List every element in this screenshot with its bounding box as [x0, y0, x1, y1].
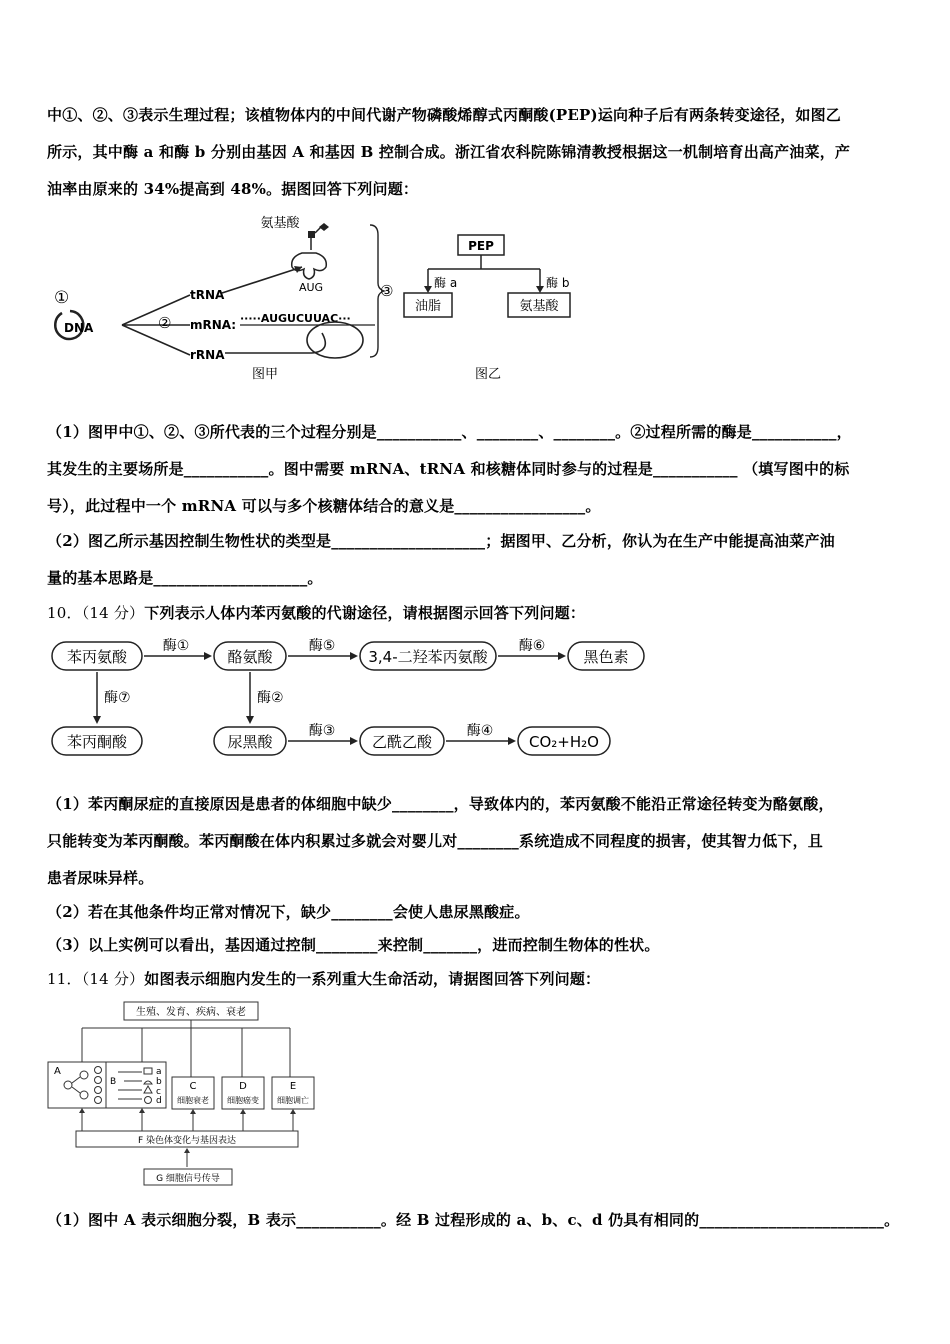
label-B: B — [110, 1077, 117, 1087]
cell-icon — [95, 1067, 102, 1074]
box-melanin-label: 黑色素 — [583, 648, 629, 666]
intro-line-1: 中①、②、③表示生理过程；该植物体内的中间代谢产物磷酸烯醇式丙酮酸(PEP)运向种子后有两条转变途径，如图乙 — [47, 106, 841, 124]
enzyme-2: 酶② — [257, 690, 284, 706]
fig-yi-amino: 氨基酸 — [519, 299, 559, 314]
box-phe-label: 苯丙氨酸 — [66, 648, 128, 666]
q9-p1-line-2: 其发生的主要场所是___________。图中需要 mRNA、tRNA 和核糖体同时参与的过程是___________ （填写图中的标 — [47, 460, 850, 478]
fig-jia-caption: 图甲 — [251, 367, 279, 382]
q9-p1-line-3: 号），此过程中一个 mRNA 可以与多个核糖体结合的意义是_________________。 — [47, 497, 601, 515]
label-a: a — [156, 1067, 162, 1077]
arrow-down-icon — [93, 716, 101, 724]
figure-cell-activities — [46, 1000, 326, 1192]
q10-p1-line-3: 患者尿味异样。 — [47, 869, 154, 887]
fig-jia-mrna: mRNA: — [190, 318, 237, 332]
q10-header — [47, 602, 585, 623]
arrow-right-icon — [350, 737, 358, 745]
box-hga-label: 尿黑酸 — [227, 733, 273, 751]
box-ppa-label: 苯丙酮酸 — [66, 733, 128, 751]
fig-jia-dna: DNA — [64, 321, 94, 335]
label-C-sub: 细胞衰老 — [177, 1096, 209, 1105]
label-E: E — [289, 1081, 297, 1092]
top-label: 生殖、发育、疾病、衰老 — [136, 1007, 246, 1018]
fig-jia-sequence: ·····AUGUCUUAC··· — [240, 312, 351, 325]
fig-yi-caption: 图乙 — [474, 367, 502, 382]
box-aca-label: 乙酰乙酸 — [371, 733, 433, 751]
fig-jia-label-2: ② — [158, 314, 172, 332]
ribosome-icon — [307, 322, 363, 358]
label-c: c — [156, 1087, 161, 1097]
arrow-up-icon — [139, 1108, 145, 1113]
q11-number: 11． — [47, 970, 82, 988]
fig-yi-enzyme-b: 酶 b — [546, 276, 570, 290]
q11-header — [47, 968, 600, 989]
fig-jia-label-3: ③ — [380, 282, 394, 300]
trna-arrow-line — [222, 267, 302, 293]
arrow-down-icon — [424, 286, 432, 293]
arrow-right-icon — [558, 652, 566, 660]
arrow-down-icon — [536, 286, 544, 293]
q10-score: （14 分） — [81, 604, 145, 622]
cell-icon — [95, 1077, 102, 1084]
arrow-right-icon — [350, 652, 358, 660]
figure-yi — [400, 225, 590, 385]
enzyme-1: 酶① — [162, 638, 190, 654]
enzyme-7: 酶⑦ — [104, 690, 131, 706]
q11-p1: （1）图中 A 表示细胞分裂，B 表示___________。经 B 过程形成的 a、b、c、d 仍具有相同的________________________。 — [47, 1211, 900, 1229]
label-F: F 染色体变化与基因表达 — [137, 1136, 237, 1146]
arrow-up-icon — [79, 1108, 85, 1113]
arrow-up-icon — [240, 1109, 246, 1114]
cell-c-icon — [144, 1086, 152, 1093]
fig-jia-trna-top: tRNA — [190, 288, 225, 302]
label-d: d — [156, 1096, 162, 1106]
figure-metabolism — [48, 632, 658, 762]
cell-b-icon — [144, 1081, 152, 1084]
box-co2-label: CO₂+H₂O — [529, 733, 599, 751]
label-G: G 细胞信号传导 — [156, 1174, 220, 1184]
label-D: D — [239, 1081, 247, 1092]
q10-p1-line-1: （1）苯丙酮尿症的直接原因是患者的体细胞中缺少________，导致体内的，苯丙氨酸不能沿正常途径转变为酪氨酸， — [47, 795, 834, 813]
q9-p2-line-1: （2）图乙所示基因控制生物性状的类型是____________________；据图甲、乙分析，你认为在生产中能提高油菜产油 — [47, 532, 835, 550]
fig-jia-label-1: ① — [54, 288, 70, 308]
fig-jia-aug: AUG — [298, 281, 324, 294]
arrow-right-icon — [204, 652, 212, 660]
q10-stem: 下列表示人体内苯丙氨酸的代谢途径，请根据图示回答下列问题： — [144, 604, 586, 622]
cell-icon — [95, 1097, 102, 1104]
q10-number: 10． — [47, 604, 82, 622]
q11-stem: 如图表示细胞内发生的一系列重大生命活动，请据图回答下列问题： — [144, 970, 601, 988]
label-b: b — [156, 1077, 162, 1087]
intro-line-3: 油率由原来的 34%提高到 48%。据图回答下列问题： — [47, 180, 419, 198]
q10-p1-line-2: 只能转变为苯丙酮酸。苯丙酮酸在体内积累过多就会对婴儿对________系统造成不同程度的损害，使其智力低下，且 — [47, 832, 824, 850]
box-dopa-label: 3,4-二羟苯丙氨酸 — [368, 648, 488, 666]
q10-p3: （3）以上实例可以看出，基因通过控制________来控制_______，进而控制生物体的性状。 — [47, 936, 660, 954]
enzyme-6: 酶⑥ — [518, 638, 546, 654]
label-E-sub: 细胞调亡 — [277, 1096, 309, 1105]
enzyme-3: 酶③ — [308, 723, 336, 739]
trna-cloverleaf-icon — [292, 253, 327, 279]
arrow-up-icon — [290, 1109, 296, 1114]
label-A: A — [54, 1066, 61, 1077]
q10-p2: （2）若在其他条件均正常对情况下，缺少________会使人患尿黑酸症。 — [47, 903, 530, 921]
cell-icon — [95, 1087, 102, 1094]
figure-jia — [40, 205, 394, 385]
q9-p1-line-1: （1）图甲中①、②、③所代表的三个过程分别是___________、________、________。②过程所需的酶是___________， — [47, 423, 852, 441]
cell-a-icon — [144, 1068, 152, 1074]
arrow-down-icon — [246, 716, 254, 724]
label-C: C — [189, 1081, 197, 1092]
arrow-up-icon — [184, 1148, 190, 1153]
arrow-up-icon — [190, 1109, 196, 1114]
q11-score: （14 分） — [81, 970, 145, 988]
cell-icon — [64, 1081, 72, 1089]
label-D-sub: 细胞癌变 — [227, 1096, 259, 1105]
intro-line-2: 所示，其中酶 a 和酶 b 分别由基因 A 和基因 B 控制合成。浙江省农科院陈锦清教授根据这一机制培育出高产油菜，产 — [47, 143, 851, 161]
enzyme-5: 酶⑤ — [308, 638, 336, 654]
amino-square-icon — [308, 231, 315, 238]
q9-p2-line-2: 量的基本思路是____________________。 — [47, 569, 323, 587]
fig-yi-oil: 油脂 — [414, 299, 442, 314]
box-tyr-label: 酪氨酸 — [227, 648, 273, 666]
cell-icon — [80, 1071, 88, 1079]
cell-d-icon — [145, 1097, 152, 1104]
cell-icon — [80, 1091, 88, 1099]
fig-yi-enzyme-a: 酶 a — [434, 276, 458, 290]
fig-yi-pep: PEP — [468, 239, 494, 253]
arrow-right-icon — [508, 737, 516, 745]
fig-jia-amino-label: 氨基酸 — [260, 216, 300, 231]
fig-jia-trna-bottom: rRNA — [190, 348, 225, 362]
enzyme-4: 酶④ — [466, 723, 494, 739]
